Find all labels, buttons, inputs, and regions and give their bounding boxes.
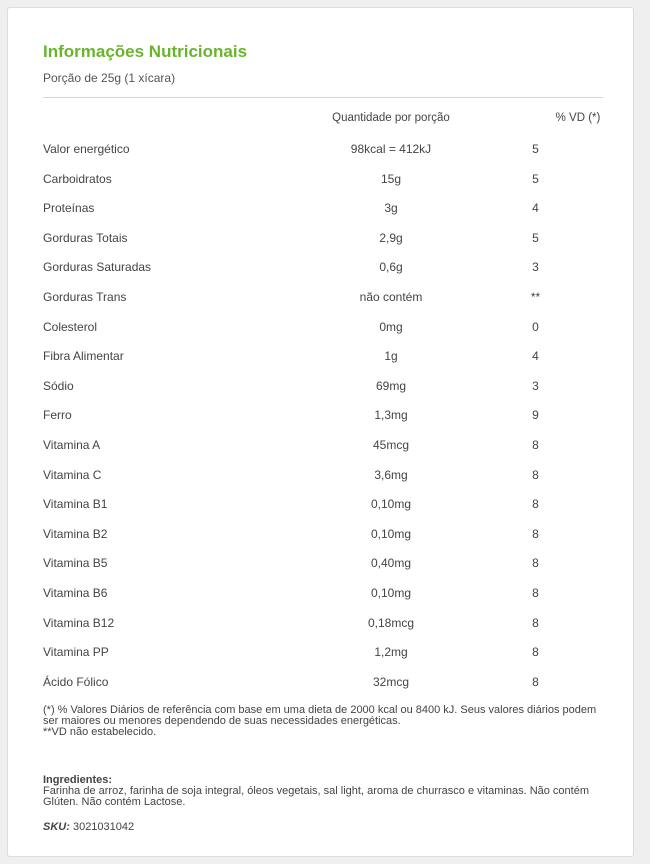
nutrient-quantity: 2,9g: [379, 230, 403, 245]
table-row: [8, 256, 635, 286]
nutrient-vd: 8: [532, 615, 539, 630]
nutrient-quantity: 1,3mg: [374, 408, 408, 423]
nutrient-quantity: 0,18mcg: [367, 615, 415, 630]
nutrient-name: Vitamina B5: [43, 556, 108, 571]
nutrient-vd: 8: [532, 437, 539, 452]
table-row: [8, 612, 635, 642]
nutrition-table-header: [8, 112, 635, 130]
divider: [43, 97, 603, 98]
nutrient-name: Proteínas: [43, 201, 95, 216]
nutrient-quantity: 3g: [384, 201, 398, 216]
nutrient-name: Valor energético: [43, 142, 130, 156]
nutrient-vd: 4: [532, 349, 539, 364]
nutrition-title: Informações Nutricionais: [43, 42, 248, 61]
nutrient-quantity: 0mg: [379, 319, 403, 334]
nutrient-quantity: 0,6g: [379, 260, 403, 275]
table-row: [8, 286, 635, 316]
nutrient-vd: 4: [532, 201, 539, 216]
sku-value: 3021031042: [72, 821, 135, 833]
nutrition-table: [8, 138, 635, 700]
nutrient-vd: 8: [532, 497, 539, 512]
nutrient-vd: 8: [532, 526, 539, 541]
nutrient-quantity: 0,10mg: [370, 497, 412, 512]
table-row: [8, 197, 635, 227]
nutrient-vd: 9: [532, 408, 539, 423]
table-row: [8, 671, 635, 701]
nutrient-name: Vitamina B12: [43, 615, 115, 630]
footnote-vd-not-established: **VD não estabelecido.: [43, 726, 157, 738]
nutrient-name: Vitamina B2: [43, 526, 108, 541]
table-row: [8, 316, 635, 346]
nutrient-name: Gorduras Totais: [43, 230, 128, 245]
table-row: [8, 375, 635, 405]
nutrient-quantity: 1g: [384, 349, 398, 364]
nutrient-name: Carboidratos: [43, 171, 112, 186]
header-vd: % VD (*): [555, 112, 601, 124]
nutrient-name: Gorduras Saturadas: [43, 260, 152, 275]
nutrient-vd: 8: [532, 674, 539, 689]
nutrient-name: Sódio: [43, 378, 74, 393]
nutrient-name: Ferro: [43, 408, 72, 423]
nutrient-name: Vitamina B6: [43, 585, 108, 600]
ingredients-text: Farinha de arroz, farinha de soja integral, óleos vegetais, sal light, aroma de churrasco e vitaminas. Não contém Glúten. Não contém Lactose.: [43, 785, 590, 808]
nutrient-quantity: 15g: [380, 171, 402, 186]
nutrient-quantity: 98kcal = 412kJ: [350, 142, 432, 156]
table-row: [8, 523, 635, 553]
nutrient-name: Vitamina C: [43, 467, 102, 482]
nutrient-vd: 8: [532, 585, 539, 600]
table-row: [8, 138, 635, 168]
nutrient-name: Vitamina A: [43, 437, 101, 452]
table-row: [8, 493, 635, 523]
header-quantity: Quantidade por porção: [332, 112, 450, 124]
table-row: [8, 464, 635, 494]
nutrient-vd: 8: [532, 556, 539, 571]
nutrient-name: Vitamina PP: [43, 645, 109, 660]
table-row: [8, 582, 635, 612]
nutrient-quantity: 69mg: [375, 378, 407, 393]
footnote-vd-reference: (*) % Valores Diários de referência com base em uma dieta de 2000 kcal ou 8400 kJ. Seus valores diários podem ser maiores ou menores dependendo de suas necessidades energéticas.: [43, 704, 597, 727]
table-row: [8, 552, 635, 582]
nutrient-quantity: 0,10mg: [370, 585, 412, 600]
nutrient-vd: 0: [532, 319, 539, 334]
portion-size: Porção de 25g (1 xícara): [43, 71, 176, 85]
nutrient-quantity: 45mcg: [372, 437, 410, 452]
nutrient-vd: 5: [532, 230, 539, 245]
nutrient-quantity: 1,2mg: [374, 645, 408, 660]
sku-label: SKU:: [43, 821, 70, 833]
table-row: [8, 404, 635, 434]
ingredients-section: [43, 775, 608, 808]
nutrient-name: Colesterol: [43, 319, 98, 334]
nutrient-vd: 8: [532, 467, 539, 482]
nutrient-vd: **: [530, 289, 541, 304]
table-row: [8, 641, 635, 671]
nutrient-quantity: 0,40mg: [370, 556, 412, 571]
ingredients-label: Ingredientes:: [43, 774, 113, 786]
nutrient-quantity: não contém: [359, 289, 423, 304]
nutrient-name: Vitamina B1: [43, 497, 108, 512]
nutrient-quantity: 0,10mg: [370, 526, 412, 541]
table-row: [8, 168, 635, 198]
footnote: [43, 705, 608, 738]
nutrient-quantity: 32mcg: [372, 674, 410, 689]
nutrient-vd: 3: [532, 378, 539, 393]
sku: [43, 821, 134, 833]
nutrient-vd: 3: [532, 260, 539, 275]
nutrient-vd: 8: [532, 645, 539, 660]
nutrient-name: Ácido Fólico: [43, 674, 109, 689]
nutrient-quantity: 3,6mg: [374, 467, 408, 482]
table-row: [8, 227, 635, 257]
nutrient-name: Gorduras Trans: [43, 289, 127, 304]
nutrition-card: [7, 7, 634, 857]
nutrient-name: Fibra Alimentar: [43, 349, 124, 364]
table-row: [8, 345, 635, 375]
nutrient-vd: 5: [532, 142, 539, 156]
nutrient-vd: 5: [532, 171, 539, 186]
table-row: [8, 434, 635, 464]
